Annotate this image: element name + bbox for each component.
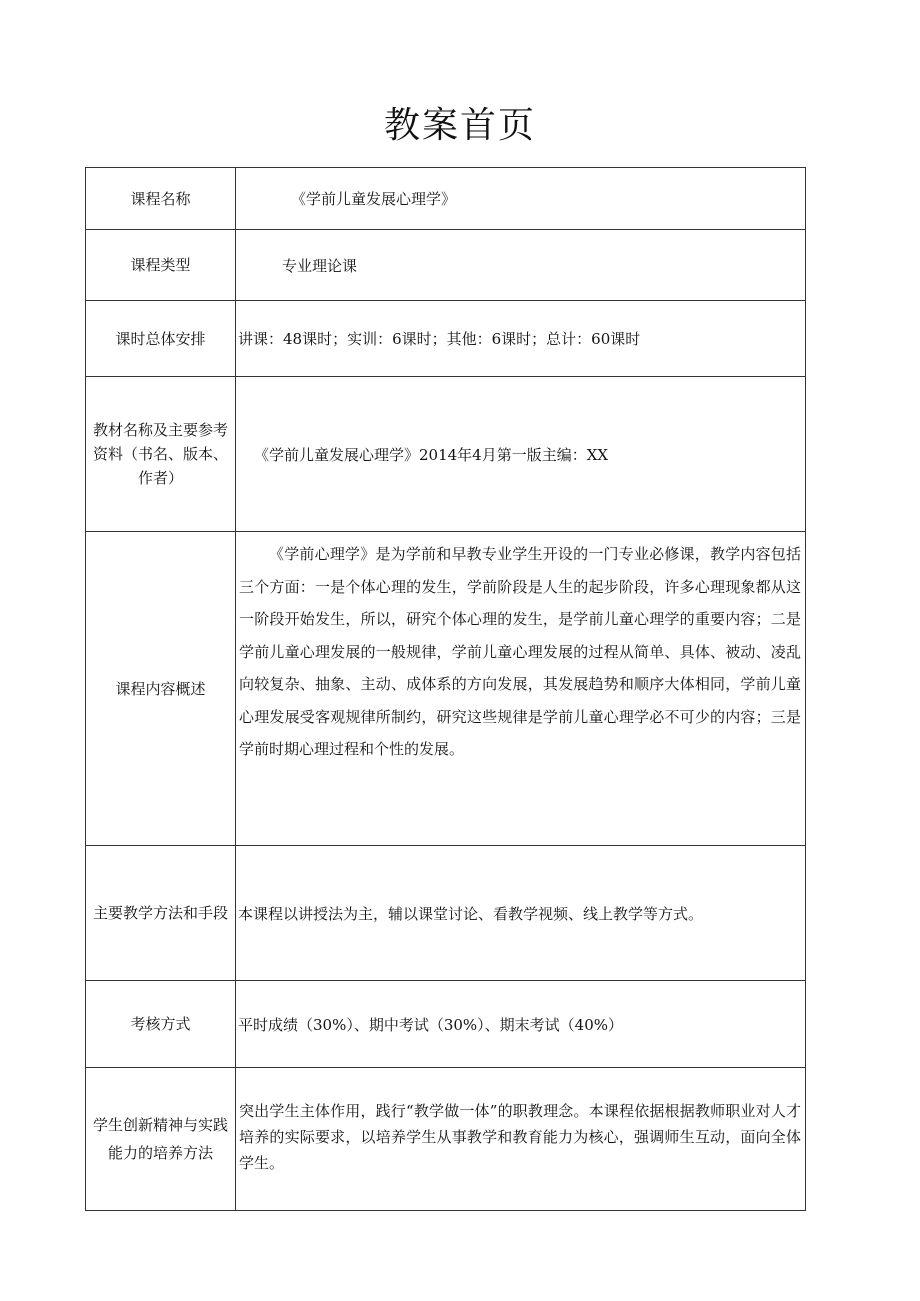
table-row — [86, 1068, 806, 1211]
lesson-plan-table — [85, 167, 806, 1211]
hours-value: 讲课：48课时；实训：6课时；其他：6课时；总计：60课时 — [238, 330, 641, 348]
page-title: 教案首页 — [383, 105, 536, 146]
textbook-label: 教材名称及主要参考资料（书名、版本、作者） — [86, 377, 236, 532]
innovation-label: 学生创新精神与实践能力的培养方法 — [86, 1068, 236, 1211]
course-name-value: 《学前儿童发展心理学》 — [291, 190, 457, 208]
course-type-label: 课程类型 — [86, 230, 236, 301]
textbook-value: 《学前儿童发展心理学》2014年4月第一版主编：XX — [254, 445, 609, 464]
innovation-value: 突出学生主体作用，践行“教学做一体”的职教理念。本课程依据根据教师职业对人才培养的实际要求，以培养学生从事教学和教育能力为核心，强调师生互动，面向全体学生。 — [239, 1102, 801, 1172]
hours-label: 课时总体安排 — [86, 301, 236, 377]
table-row — [86, 230, 806, 301]
table-row — [86, 168, 806, 230]
course-name-label: 课程名称 — [86, 168, 236, 230]
table-row — [86, 846, 806, 981]
assessment-value: 平时成绩（30%）、期中考试（30%）、期末考试（40%） — [238, 1015, 624, 1034]
table-row — [86, 301, 806, 377]
table-row — [86, 532, 806, 846]
table-row — [86, 377, 806, 532]
content-value: 《学前心理学》是为学前和早教专业学生开设的一门专业必修课，教学内容包括三个方面：一是个体心理的发生，学前阶段是人生的起步阶段，许多心理现象都从这一阶段开始发生，所以，研究个体心理的发生，是学前儿童心理学的重要内容；二是学前儿童心理发展的一般规律，学前儿童心理发展的过程从简单、具体、被动、凌乱向较复杂、抽象、主动、成体系的方向发展，其发展趋势和顺序大体相同，学前儿童心理发展受客观规律所制约，研究这些规律是学前儿童心理学必不可少的内容；三是学前时期心理过程和个性的发展。 — [239, 545, 801, 758]
course-type-value: 专业理论课 — [282, 256, 358, 275]
methods-value: 本课程以讲授法为主，辅以课堂讨论、看教学视频、线上教学等方式。 — [238, 904, 704, 923]
content-label: 课程内容概述 — [86, 532, 236, 846]
assessment-label: 考核方式 — [86, 981, 236, 1068]
table-row — [86, 981, 806, 1068]
methods-label: 主要教学方法和手段 — [86, 846, 236, 981]
